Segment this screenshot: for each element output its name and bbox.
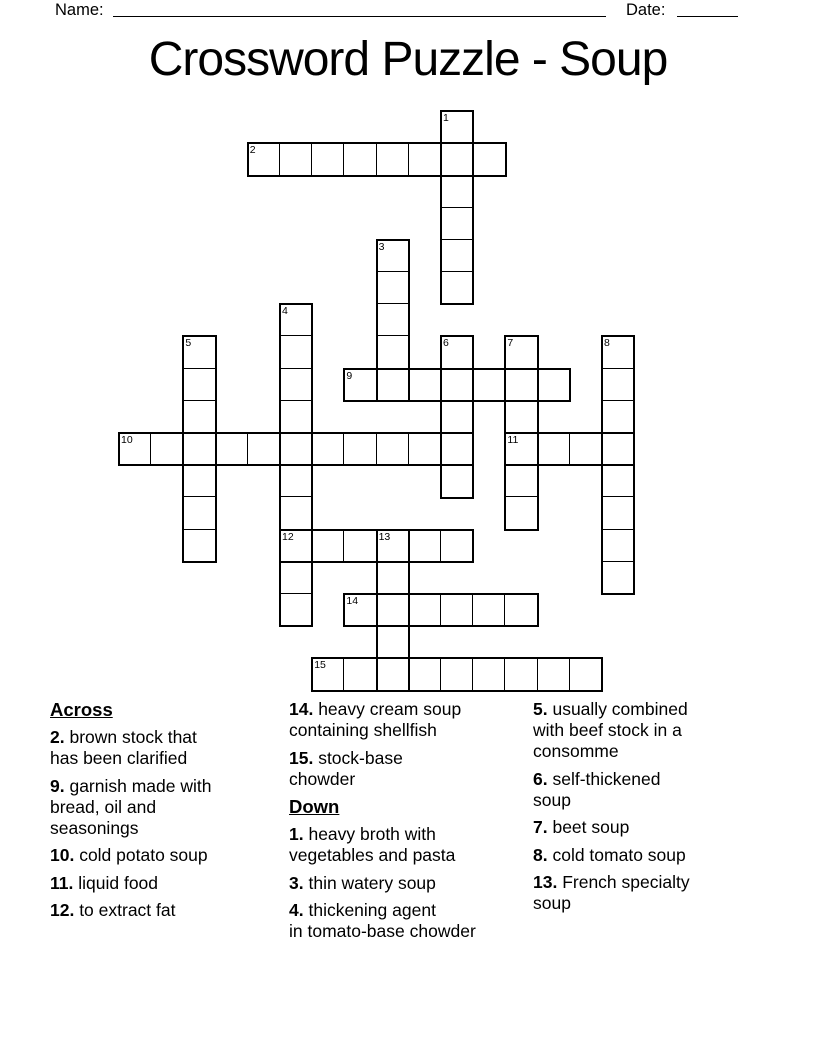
grid-cell[interactable] — [279, 561, 312, 594]
grid-cell[interactable] — [472, 368, 505, 401]
grid-cell[interactable] — [440, 464, 473, 497]
grid-cell[interactable] — [150, 432, 183, 465]
grid-cell[interactable] — [376, 561, 409, 594]
grid-cell[interactable] — [182, 496, 215, 529]
grid-cell[interactable] — [601, 464, 634, 497]
cell-number: 4 — [282, 305, 288, 318]
clue-number: 5. — [533, 699, 548, 719]
grid-cell[interactable] — [215, 432, 248, 465]
clue-9: 9. garnish made with bread, oil and seasonings — [50, 775, 212, 838]
clue-number: 4. — [289, 900, 304, 920]
grid-cell[interactable] — [537, 657, 570, 690]
clue-5: 5. usually combined with beef stock in a consomme — [533, 699, 688, 761]
cell-number: 6 — [443, 337, 449, 350]
clue-number: 8. — [533, 844, 548, 865]
grid-cell[interactable] — [311, 142, 344, 175]
grid-cell[interactable] — [601, 529, 634, 562]
grid-cell[interactable] — [182, 368, 215, 401]
cell-number: 10 — [121, 434, 133, 446]
clue-7: 7. beet soup — [533, 817, 630, 837]
grid-cell[interactable] — [440, 207, 473, 240]
grid-cell[interactable] — [182, 464, 215, 497]
clues-column-middle — [289, 699, 533, 949]
grid-cell[interactable] — [376, 432, 409, 465]
grid-cell[interactable] — [247, 432, 280, 465]
clue-number: 12. — [50, 900, 75, 920]
grid-cell[interactable] — [601, 368, 634, 401]
clues-heading-across: Across — [50, 699, 113, 720]
cell-number: 5 — [185, 337, 192, 350]
clue-3: 3. thin watery soup — [289, 872, 436, 893]
grid-cell[interactable] — [343, 142, 376, 175]
grid-cell[interactable] — [440, 432, 473, 465]
clue-12: 12. to extract fat — [50, 900, 176, 920]
grid-cell[interactable] — [408, 142, 441, 175]
grid-cell[interactable] — [440, 657, 473, 690]
clue-number: 13. — [533, 872, 558, 892]
cell-number: 2 — [249, 144, 256, 157]
cell-number: 3 — [378, 240, 385, 253]
grid-cell[interactable] — [569, 657, 602, 690]
grid-cell[interactable] — [376, 625, 409, 658]
grid-cell[interactable] — [408, 593, 441, 626]
grid-cell[interactable] — [569, 432, 602, 465]
clue-10: 10. cold potato soup — [50, 845, 208, 865]
grid-cell[interactable] — [472, 657, 505, 690]
cell-number: 7 — [507, 337, 514, 350]
cell-number: 1 — [443, 112, 449, 124]
clue-13: 13. French specialty soup — [533, 872, 690, 913]
clue-number: 14. — [289, 699, 314, 719]
grid-cell[interactable] — [440, 593, 473, 626]
cell-number: 15 — [314, 659, 326, 672]
clue-1: 1. heavy broth with vegetables and pasta — [289, 824, 456, 865]
grid-cell[interactable] — [440, 368, 473, 401]
grid-cell[interactable] — [504, 464, 537, 497]
grid-cell[interactable] — [472, 142, 505, 175]
grid-cell[interactable] — [279, 335, 312, 368]
grid-cell[interactable] — [279, 593, 312, 626]
clues-column-across — [50, 699, 272, 928]
grid-cell[interactable] — [182, 529, 215, 562]
cell-number: 9 — [346, 369, 353, 382]
grid-cell[interactable] — [376, 142, 409, 175]
clue-number: 15. — [289, 747, 314, 768]
cell-number: 13 — [378, 530, 391, 543]
clue-number: 3. — [289, 872, 304, 893]
grid-cell[interactable] — [440, 529, 473, 562]
clue-number: 11. — [50, 872, 74, 893]
grid-cell[interactable] — [537, 368, 570, 401]
clues-heading-down: Down — [289, 796, 340, 817]
grid-cell[interactable] — [408, 529, 441, 562]
cell-number: 14 — [346, 595, 359, 607]
grid-cell[interactable] — [504, 496, 537, 529]
grid-cell[interactable] — [376, 271, 409, 304]
date-label: Date: — [626, 1, 666, 19]
grid-cell[interactable] — [279, 464, 312, 497]
clue-number: 9. — [50, 775, 65, 796]
grid-cell[interactable] — [601, 432, 634, 465]
grid-cell[interactable] — [343, 529, 376, 562]
grid-cell[interactable] — [504, 368, 537, 401]
grid-cell[interactable] — [182, 432, 215, 465]
page-title: Crossword Puzzle - Soup — [148, 33, 668, 86]
grid-cell[interactable] — [279, 400, 312, 433]
grid-cell[interactable] — [601, 400, 634, 433]
grid-cell[interactable] — [408, 368, 441, 401]
grid-cell[interactable] — [440, 400, 473, 433]
clue-number: 2. — [50, 727, 65, 747]
clues-column-down — [533, 699, 763, 921]
clue-number: 1. — [289, 824, 304, 844]
grid-cell[interactable] — [343, 432, 376, 465]
grid-cell[interactable] — [311, 529, 344, 562]
grid-cell[interactable] — [440, 142, 473, 175]
grid-cell[interactable] — [376, 303, 409, 336]
grid-cell[interactable] — [408, 432, 441, 465]
grid-cell[interactable] — [504, 593, 537, 626]
cell-number: 8 — [604, 337, 610, 350]
grid-cell[interactable] — [472, 593, 505, 626]
grid-cell[interactable] — [440, 271, 473, 304]
grid-cell[interactable] — [601, 561, 634, 594]
grid-cell[interactable] — [376, 593, 409, 626]
clue-6: 6. self-thickened soup — [533, 768, 661, 810]
cell-number: 12 — [282, 530, 294, 543]
grid-cell[interactable] — [279, 496, 312, 529]
grid-cell[interactable] — [440, 239, 473, 272]
grid-cell[interactable] — [504, 657, 537, 690]
clue-15: 15. stock-base chowder — [289, 747, 403, 789]
grid-cell[interactable] — [279, 368, 312, 401]
grid-cell[interactable] — [504, 400, 537, 433]
grid-cell[interactable] — [601, 496, 634, 529]
clue-number: 10. — [50, 845, 75, 865]
clue-11: 11. liquid food — [50, 872, 159, 893]
grid-cell[interactable] — [537, 432, 570, 465]
cell-number: 11 — [507, 434, 519, 446]
grid-cell[interactable] — [376, 368, 409, 401]
clue-14: 14. heavy cream soup containing shellfish — [289, 699, 462, 740]
grid-cell[interactable] — [279, 432, 312, 465]
grid-cell[interactable] — [182, 400, 215, 433]
grid-cell[interactable] — [376, 657, 409, 690]
grid-cell[interactable] — [279, 142, 312, 175]
clue-2: 2. brown stock that has been clarified — [50, 727, 197, 768]
grid-cell[interactable] — [408, 657, 441, 690]
name-label: Name: — [55, 1, 104, 19]
grid-cell[interactable] — [343, 657, 376, 690]
grid-cell[interactable] — [376, 335, 409, 368]
grid-cell[interactable] — [311, 432, 344, 465]
clue-number: 7. — [533, 817, 548, 837]
grid-cell[interactable] — [440, 174, 473, 207]
clue-number: 6. — [533, 768, 548, 789]
clue-4: 4. thickening agent in tomato-base chowder — [289, 900, 476, 941]
clue-8: 8. cold tomato soup — [533, 844, 686, 865]
